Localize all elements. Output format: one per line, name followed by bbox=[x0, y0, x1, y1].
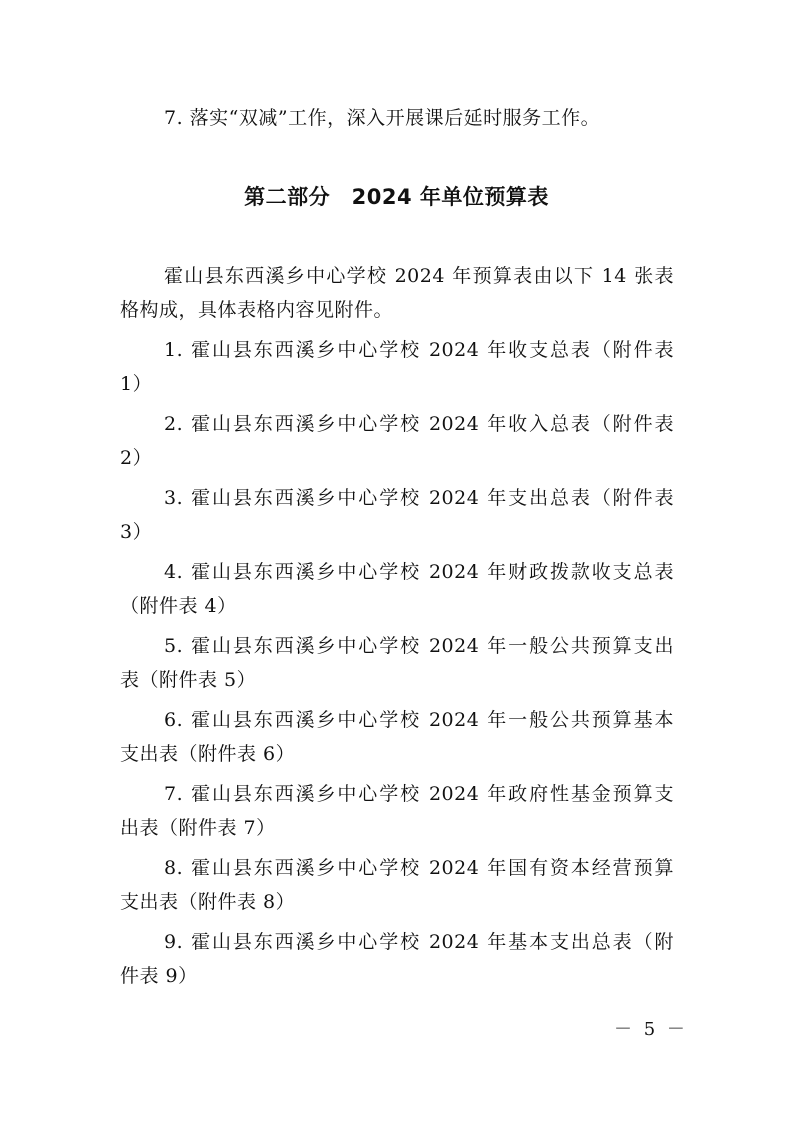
list-item-5-line-2: 表（附件表 5） bbox=[120, 669, 257, 691]
section-heading: 第二部分 2024 年单位预算表 bbox=[244, 185, 549, 209]
list-item-6-line-2: 支出表（附件表 6） bbox=[120, 743, 296, 765]
intro-item-7: 7. 落实“双减”工作，深入开展课后延时服务工作。 bbox=[164, 107, 601, 129]
intro-paragraph-line-1: 霍山县东西溪乡中心学校 2024 年预算表由以下 14 张表 bbox=[164, 265, 674, 287]
list-item-7-line-1: 7. 霍山县东西溪乡中心学校 2024 年政府性基金预算支 bbox=[164, 783, 674, 805]
list-item-9-line-1: 9. 霍山县东西溪乡中心学校 2024 年基本支出总表（附 bbox=[164, 931, 674, 953]
list-item-5-line-1: 5. 霍山县东西溪乡中心学校 2024 年一般公共预算支出 bbox=[164, 635, 674, 657]
list-item-9-line-2: 件表 9） bbox=[120, 965, 198, 987]
list-item-1-line-2: 1） bbox=[120, 373, 153, 395]
list-item-3-line-2: 3） bbox=[120, 521, 153, 543]
list-item-2-line-2: 2） bbox=[120, 447, 153, 469]
list-item-7-line-2: 出表（附件表 7） bbox=[120, 817, 276, 839]
list-item-1-line-1: 1. 霍山县东西溪乡中心学校 2024 年收支总表（附件表 bbox=[164, 339, 674, 361]
list-item-4-line-1: 4. 霍山县东西溪乡中心学校 2024 年财政拨款收支总表 bbox=[164, 561, 674, 583]
list-item-8-line-2: 支出表（附件表 8） bbox=[120, 891, 296, 913]
page-number: － 5 － bbox=[614, 1019, 688, 1040]
list-item-3-line-1: 3. 霍山县东西溪乡中心学校 2024 年支出总表（附件表 bbox=[164, 487, 674, 509]
list-item-6-line-1: 6. 霍山县东西溪乡中心学校 2024 年一般公共预算基本 bbox=[164, 709, 674, 731]
intro-paragraph-line-2: 格构成，具体表格内容见附件。 bbox=[120, 299, 394, 321]
list-item-2-line-1: 2. 霍山县东西溪乡中心学校 2024 年收入总表（附件表 bbox=[164, 413, 674, 435]
list-item-8-line-1: 8. 霍山县东西溪乡中心学校 2024 年国有资本经营预算 bbox=[164, 857, 674, 879]
list-item-4-line-2: （附件表 4） bbox=[120, 595, 237, 617]
